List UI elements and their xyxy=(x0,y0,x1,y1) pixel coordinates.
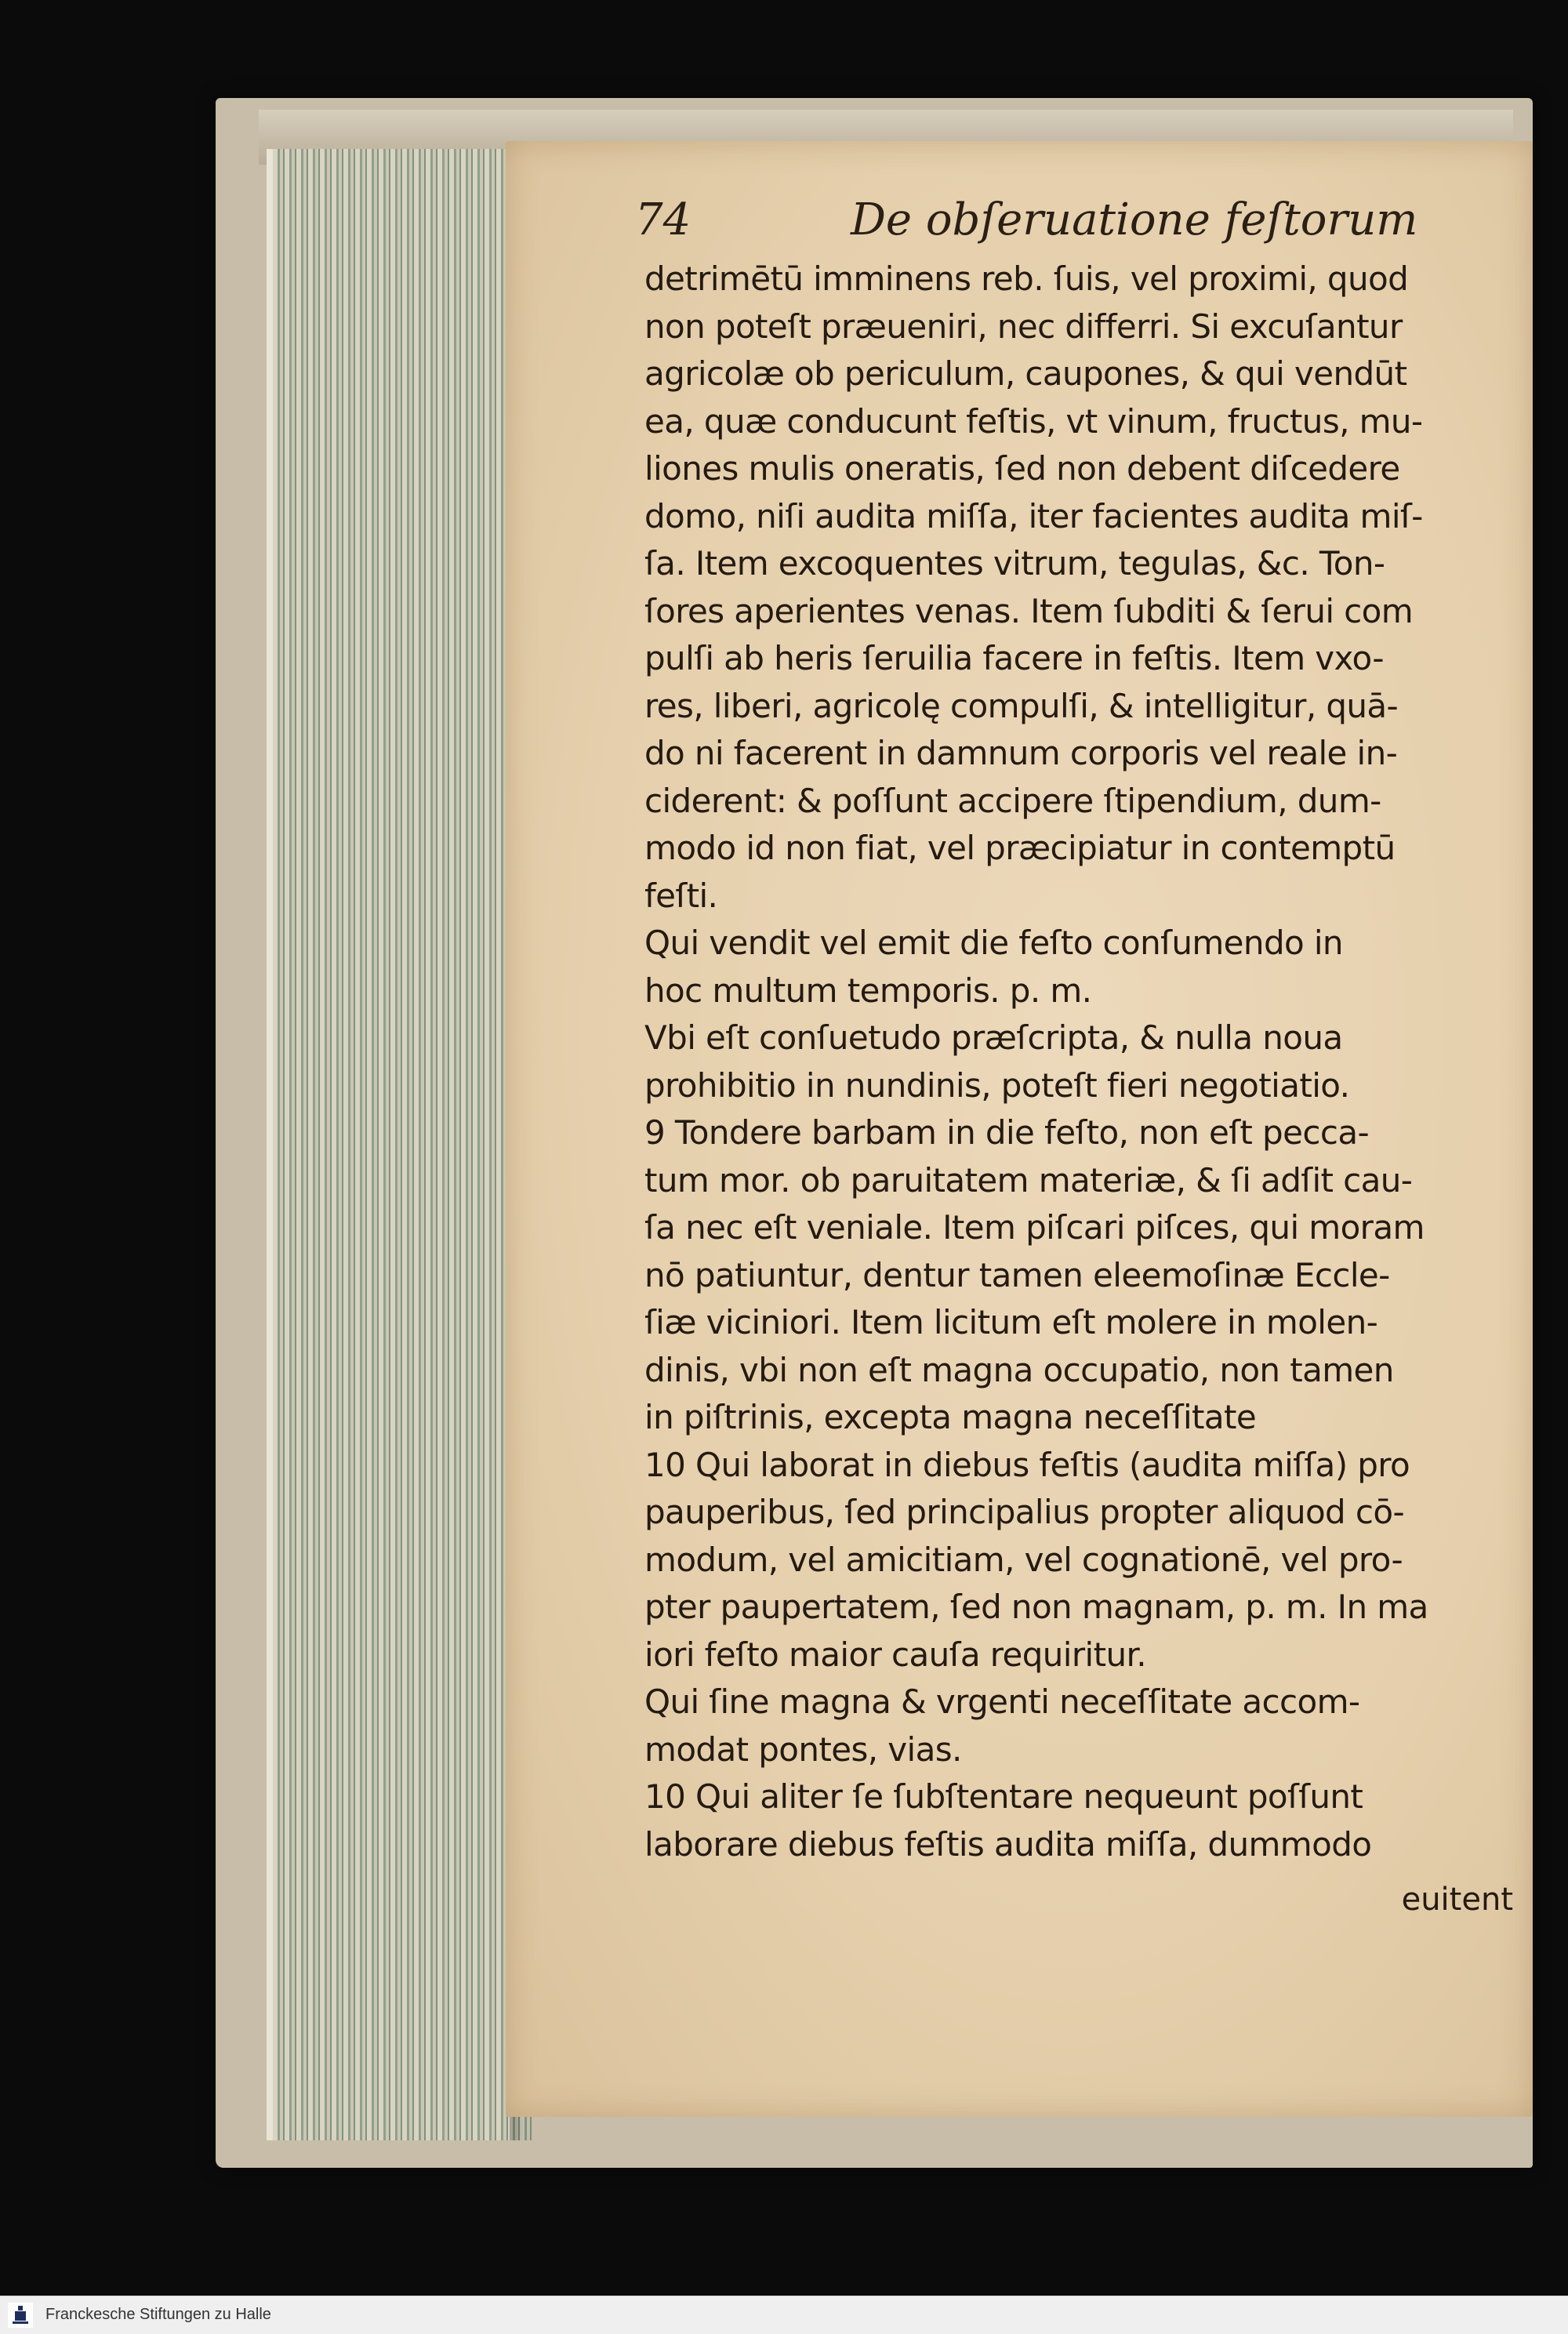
text-line: pauperibus, ſed principalius propter aliquod cō- xyxy=(644,1493,1405,1531)
text-line: pter paupertatem, ſed non magnam, p. m. In ma xyxy=(644,1588,1428,1626)
text-line: laborare diebus feſtis audita miſſa, dummodo xyxy=(644,1824,1372,1864)
text-line: 10 Qui aliter ſe ſubſtentare nequeunt poſſunt xyxy=(644,1777,1363,1816)
text-line: hoc multum temporis. p. m. xyxy=(644,971,1092,1010)
text-line: Qui ſine magna & vrgenti neceſſitate accom- xyxy=(644,1682,1360,1721)
institution-name: Franckesche Stiftungen zu Halle xyxy=(45,2306,271,2323)
text-line: ea, quæ conducunt feſtis, vt vinum, fructus, mu- xyxy=(644,401,1423,441)
text-line: modum, vel amicitiam, vel cognationē, vel pro- xyxy=(644,1540,1403,1579)
text-line: ſores aperientes venas. Item ſubditi & ſerui com xyxy=(644,591,1414,630)
institution-logo-icon xyxy=(8,2303,33,2328)
text-line: liones mulis oneratis, ſed non debent diſcedere xyxy=(644,449,1400,488)
page-edges xyxy=(267,149,532,2140)
text-line: feſti. xyxy=(644,876,718,915)
text-line: ciderent: & poſſunt accipere ſtipendium, dum- xyxy=(644,781,1381,820)
text-line: agricolæ ob periculum, caupones, & qui vendūt xyxy=(644,354,1407,393)
text-line: res, liberi, agricolę compulſi, & intelligitur, quā- xyxy=(644,686,1399,725)
footer-bar xyxy=(0,2296,1568,2334)
page-number: 74 xyxy=(635,194,691,245)
running-head: De obſeruatione feſtorum xyxy=(851,194,1418,245)
text-line: ſiæ viciniori. Item licitum eſt molere in molen- xyxy=(644,1303,1378,1341)
text-line: iori feſto maior cauſa requiritur. xyxy=(644,1635,1147,1674)
text-line: do ni facerent in damnum corporis vel reale in- xyxy=(644,734,1398,772)
text-line: modo id non fiat, vel præcipiatur in contemptū xyxy=(644,829,1396,867)
text-line: ſa. Item excoquentes vitrum, tegulas, &c. Ton- xyxy=(644,544,1385,583)
text-line: 10 Qui laborat in diebus feſtis (audita miſſa) pro xyxy=(644,1445,1410,1484)
text-line: domo, niſi audita miſſa, iter facientes audita miſ- xyxy=(644,496,1423,535)
text-line: tum mor. ob paruitatem materiæ, & ſi adſit cau- xyxy=(644,1160,1413,1200)
text-line: 9 Tondere barbam in die feſto, non eſt pecca- xyxy=(644,1113,1370,1152)
text-line: in piſtrinis, excepta magna neceſſitate xyxy=(644,1398,1257,1436)
text-line: Vbi eſt conſuetudo præſcripta, & nulla noua xyxy=(644,1018,1343,1057)
body-text xyxy=(644,256,1523,1868)
text-line: dinis, vbi non eſt magna occupatio, non tamen xyxy=(644,1350,1394,1389)
text-line: ſa nec eſt veniale. Item piſcari piſces, qui moram xyxy=(644,1208,1425,1247)
catchword: euitent xyxy=(1401,1882,1513,1918)
text-line: nō patiuntur, dentur tamen eleemoſinæ Eccle- xyxy=(644,1255,1390,1294)
text-line: prohibitio in nundinis, poteſt fieri negotiatio. xyxy=(644,1065,1350,1105)
page-header xyxy=(635,194,1419,257)
text-line: detrimētū imminens reb. ſuis, vel proximi, quod xyxy=(644,260,1409,298)
text-line: non poteſt præueniri, nec differri. Si excuſantur xyxy=(644,307,1403,346)
text-line: pulſi ab heris ſeruilia facere in feſtis. Item vxo- xyxy=(644,639,1384,677)
text-line: modat pontes, vias. xyxy=(644,1730,962,1769)
text-line: Qui vendit vel emit die feſto conſumendo in xyxy=(644,924,1343,962)
